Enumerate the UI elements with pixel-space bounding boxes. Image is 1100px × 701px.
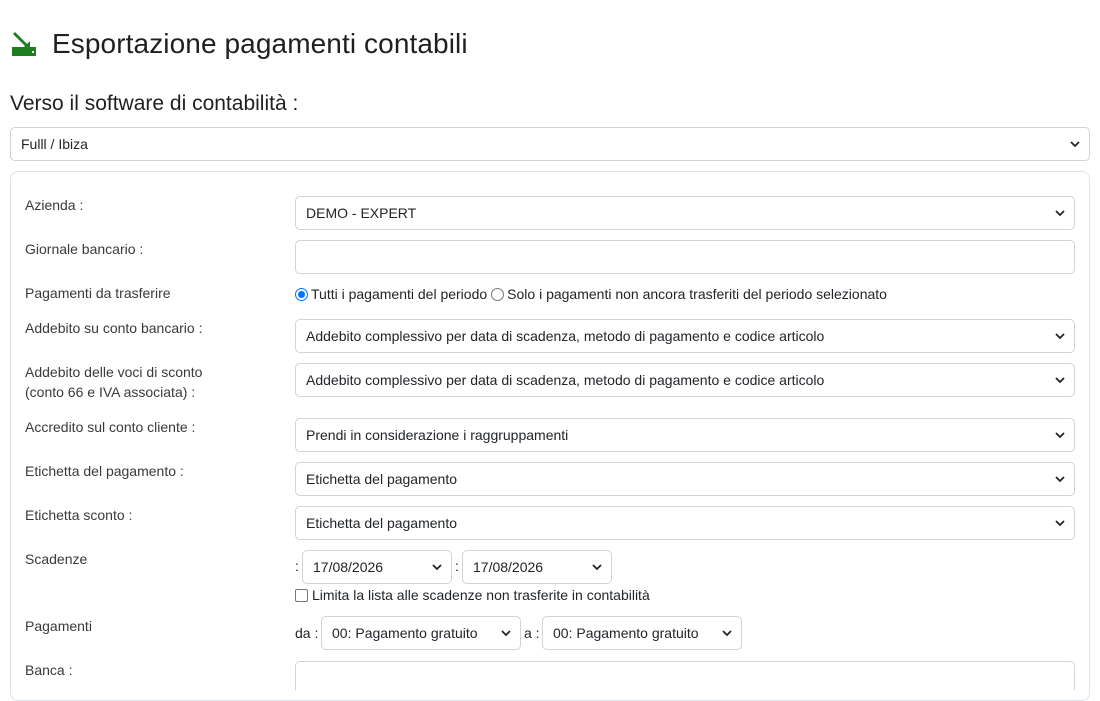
pagamenti-from-label: da : [295,625,319,641]
etichetta-sconto-value: Etichetta del pagamento [306,515,457,531]
addebito-conto-label: Addebito su conto bancario : [25,320,203,336]
pagamenti-to-select[interactable] [542,616,742,650]
radio-solo-label[interactable]: Solo i pagamenti non ancora trasferiti del periodo selezionato [507,286,887,302]
scadenze-to-select[interactable] [462,550,612,584]
chevron-down-icon [1055,375,1065,385]
accredito-select[interactable] [295,418,1075,452]
software-select[interactable] [10,127,1090,161]
accredito-label: Accredito sul conto cliente : [25,419,196,435]
scadenze-from-select[interactable] [302,550,452,584]
chevron-down-icon [1055,474,1065,484]
azienda-select[interactable] [295,196,1075,230]
pagamenti-to-label: a : [524,625,540,641]
etichetta-pagamento-label: Etichetta del pagamento : [25,463,184,479]
pagamenti-to-value: 00: Pagamento gratuito [553,625,699,641]
etichetta-pagamento-select[interactable] [295,462,1075,496]
limit-checkbox-row [295,587,650,603]
addebito-conto-value: Addebito complessivo per data di scadenza, metodo di pagamento e codice articolo [306,328,825,344]
pagamenti-from-value: 00: Pagamento gratuito [332,625,478,641]
radio-solo[interactable] [491,288,504,301]
addebito-sconto-value: Addebito complessivo per data di scadenza, metodo di pagamento e codice articolo [306,372,825,388]
target-software-heading: Verso il software di contabilità : [10,92,299,115]
software-select-value: Fulll / Ibiza [21,136,88,152]
pagamenti-trasferire-label: Pagamenti da trasferire [25,285,171,301]
page-title: Esportazione pagamenti contabili [52,28,468,59]
etichetta-sconto-select[interactable] [295,506,1075,540]
pagamenti-from-select[interactable] [321,616,521,650]
scadenze-from-value: 17/08/2026 [313,559,384,575]
giornale-label: Giornale bancario : [25,241,144,257]
addebito-sconto-label-line2: (conto 66 e IVA associata) : [25,384,196,400]
chevron-down-icon [1055,208,1065,218]
limit-checkbox-label[interactable]: Limita la lista alle scadenze non trasferite in contabilità [312,587,650,603]
export-icon [10,29,38,59]
chevron-down-icon [1070,139,1080,149]
addebito-conto-select[interactable] [295,319,1075,353]
limit-checkbox[interactable] [295,589,308,602]
giornale-input[interactable] [295,240,1075,274]
scadenze-label: Scadenze [25,551,88,567]
chevron-down-icon [1055,331,1065,341]
addebito-sconto-label-line1: Addebito delle voci di sconto [25,364,203,380]
chevron-down-icon [592,562,602,572]
chevron-down-icon [1055,430,1065,440]
accredito-value: Prendi in considerazione i raggruppamenti [306,427,569,443]
azienda-select-value: DEMO - EXPERT [306,205,417,221]
chevron-down-icon [722,628,732,638]
etichetta-pagamento-value: Etichetta del pagamento [306,471,457,487]
page-header [10,28,468,60]
chevron-down-icon [501,628,511,638]
banca-select[interactable] [295,661,1075,690]
radio-tutti-label[interactable]: Tutti i pagamenti del periodo [311,286,488,302]
addebito-sconto-select[interactable] [295,363,1075,397]
radio-tutti[interactable] [295,288,308,301]
scadenze-colon-2: : [455,558,459,574]
chevron-down-icon [1055,518,1065,528]
chevron-down-icon [432,562,442,572]
banca-label: Banca : [25,662,73,678]
pagamenti-label: Pagamenti [25,618,92,634]
scadenze-to-value: 17/08/2026 [473,559,544,575]
scadenze-colon: : [295,558,299,574]
azienda-label: Azienda : [25,197,84,213]
etichetta-sconto-label: Etichetta sconto : [25,507,133,523]
addebito-sconto-label [25,362,202,402]
pagamenti-trasferire-options [295,286,887,302]
